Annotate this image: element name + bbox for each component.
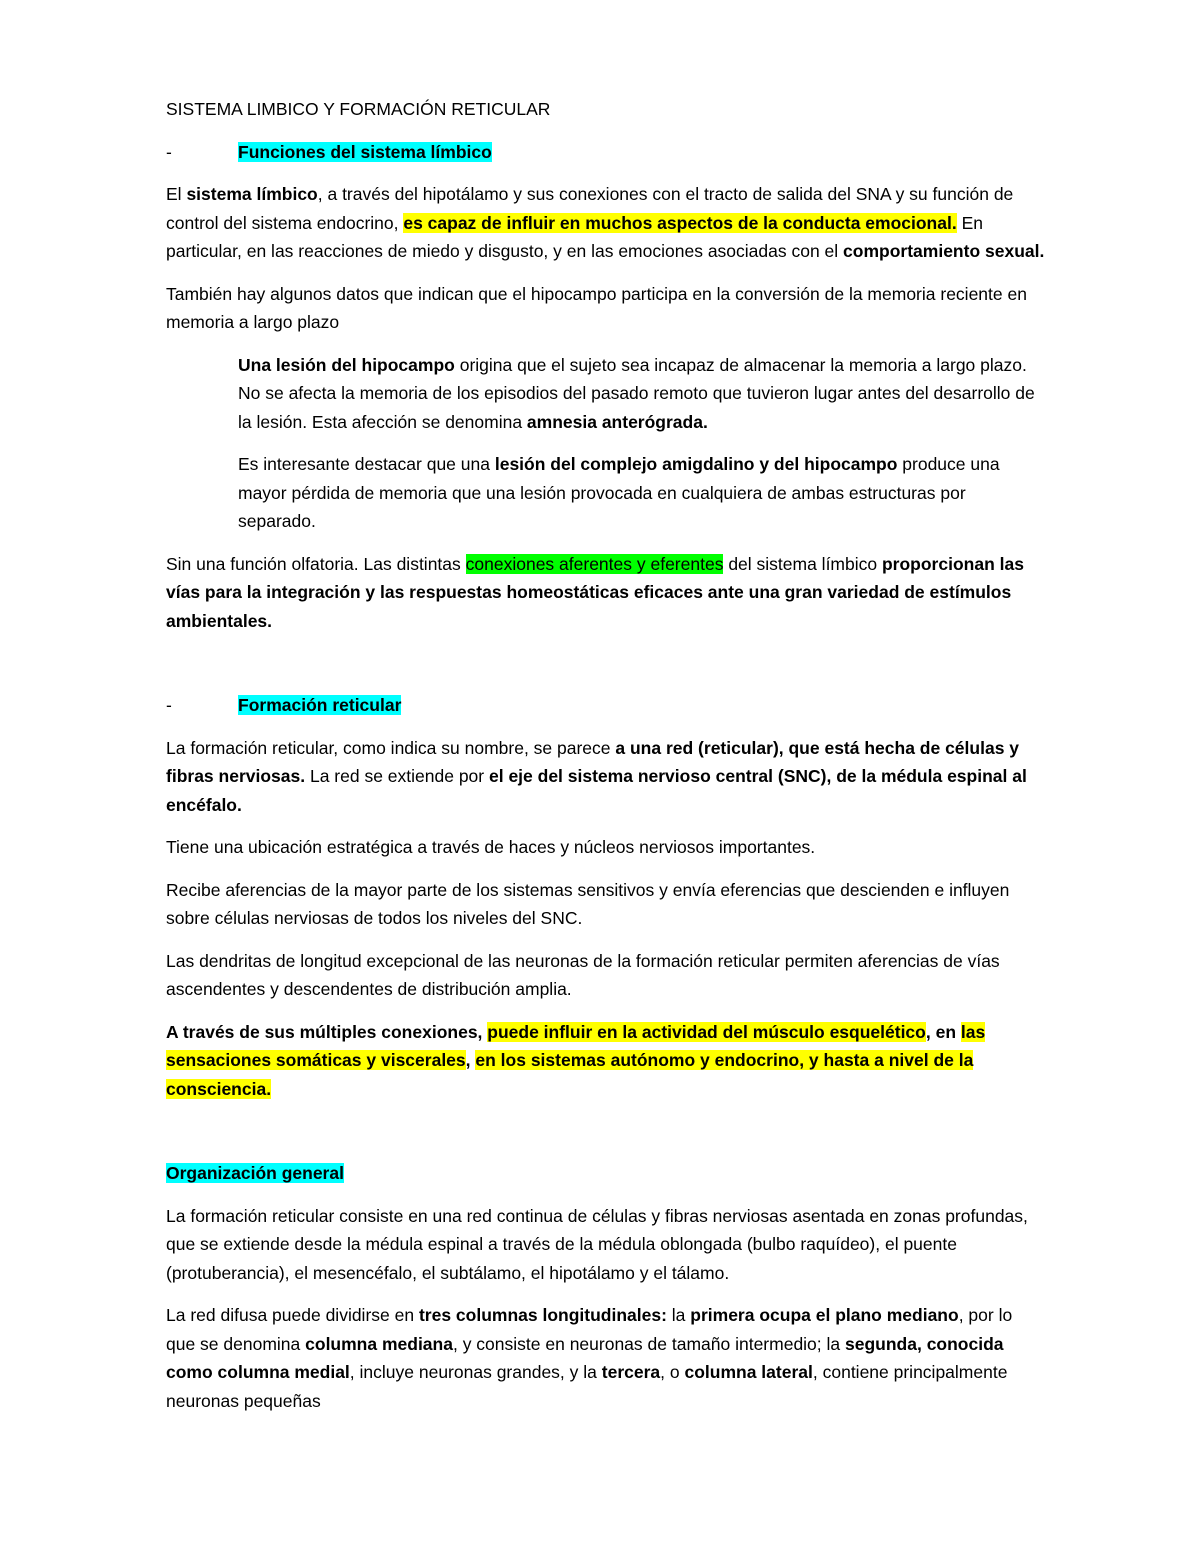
paragraph-reticular-intro — [166, 734, 1046, 820]
bold-run: lesión del complejo amigdalino y del hipocampo — [494, 454, 898, 474]
text-run: La formación reticular, como indica su nombre, se parece — [166, 737, 616, 758]
bold-run: segunda, conocida como columna medial — [166, 1333, 1004, 1382]
highlighted-run: puede influir en la actividad del músculo esquelético — [487, 1021, 926, 1042]
document-body — [166, 95, 1046, 1429]
highlighted-run: las sensaciones somáticas y viscerales — [166, 1021, 986, 1070]
section-heading-reticular — [166, 691, 1046, 720]
bold-run: columna lateral — [684, 1362, 813, 1382]
bold-run: sistema límbico — [186, 184, 318, 204]
paragraph-hippocampus: También hay algunos datos que indican que el hipocampo participa en la conversión de la memoria reciente en memoria a largo plazo — [166, 283, 1027, 332]
bold-run: , — [465, 1050, 476, 1070]
highlighted-run: en los sistemas autónomo y endocrino, y hasta a nivel de la consciencia. — [166, 1050, 974, 1099]
text-run: produce una mayor pérdida de memoria que una lesión provocada en cualquiera de ambas estructuras por separado. — [238, 454, 1000, 531]
paragraph-limbic-intro — [166, 180, 1046, 266]
paragraph-dendrites: Las dendritas de longitud excepcional de las neuronas de la formación reticular permiten aferencias de vías ascendentes y descendentes de distribución amplia. — [166, 950, 1000, 999]
text-run: La red difusa puede dividirse en — [166, 1305, 419, 1325]
text-run: la — [666, 1305, 691, 1325]
highlighted-run: es capaz de influir en muchos aspectos de la conducta emocional. — [403, 212, 957, 233]
bold-run: el eje del sistema nervioso central (SNC), de la médula espinal al encéfalo. — [166, 766, 1027, 815]
bold-run: primera ocupa el plano mediano — [690, 1305, 959, 1325]
heading-text: Formación reticular — [238, 695, 402, 715]
text-run: origina que el sujeto sea incapaz de almacenar la memoria a largo plazo. No se afecta la memoria de los episodios del pasado remoto que tuvieron lugar antes del desarrollo de la lesión. Esta afección se denomina — [238, 354, 1035, 432]
bold-run: tres columnas longitudinales: — [418, 1305, 667, 1325]
paragraph-hippocampus-lesion — [238, 351, 1046, 437]
text-run: La red se extiende por — [305, 766, 489, 786]
text-run: Es interesante destacar que una — [238, 454, 495, 474]
bold-run: amnesia anterógrada. — [526, 411, 708, 432]
spacer — [166, 1117, 1046, 1159]
text-run: Sin una función olfatoria. Las distintas — [166, 553, 466, 574]
paragraph-connections — [166, 1018, 1046, 1104]
list-dash: - — [166, 141, 172, 162]
bold-run: A través de sus múltiples conexiones, — [166, 1021, 488, 1042]
heading-text: Funciones del sistema límbico — [238, 141, 492, 162]
section-heading-organization — [166, 1159, 1046, 1188]
paragraph-amygdala-lesion — [238, 450, 1046, 536]
bold-run: tercera — [601, 1362, 661, 1382]
text-run: , a través del hipotálamo y sus conexiones con el tracto de salida del SNA y su función de control del sistema endocrino, — [166, 184, 1014, 233]
paragraph-olfactory — [166, 550, 1046, 636]
section-heading-limbic — [166, 138, 1046, 167]
list-dash: - — [166, 695, 172, 715]
text-run: , por lo que se denomina — [166, 1305, 1013, 1354]
bold-run: proporcionan las vías para la integración y las respuestas homeostáticas eficaces ante una gran variedad de estímulos ambientales. — [166, 553, 1024, 631]
paragraph-organization: La formación reticular consiste en una red continua de células y fibras nerviosas asentada en zonas profundas, que se extiende desde la médula espinal a través de la médula oblongada (bulbo raquídeo), el puente (protuberancia), el mesencéfalo, el subtálamo, el hipotálamo y el tálamo. — [166, 1205, 1028, 1283]
heading-text: Organización general — [166, 1163, 344, 1183]
paragraph-location: Tiene una ubicación estratégica a través de haces y núcleos nerviosos importantes. — [166, 837, 816, 857]
bold-run: a una red (reticular), que está hecha de células y fibras nerviosas. — [166, 737, 1020, 786]
document-title: SISTEMA LIMBICO Y FORMACIÓN RETICULAR — [166, 99, 551, 119]
text-run: El — [166, 184, 187, 204]
text-run: , o — [660, 1362, 685, 1382]
text-run: , contiene principalmente neuronas pequeñas — [166, 1362, 1008, 1411]
bold-run: columna mediana — [305, 1333, 453, 1354]
text-run: , incluye neuronas grandes, y la — [349, 1362, 602, 1382]
bold-run: , en — [925, 1021, 961, 1042]
highlighted-run: conexiones aferentes y eferentes — [465, 553, 724, 574]
text-run: En particular, en las reacciones de miedo y disgusto, y en las emociones asociadas con el — [166, 212, 983, 261]
spacer — [166, 649, 1046, 691]
paragraph-columns — [166, 1301, 1046, 1415]
bold-run: Una lesión del hipocampo — [238, 354, 455, 375]
bold-run: comportamiento sexual. — [843, 241, 1045, 261]
text-run: , y consiste en neuronas de tamaño intermedio; la — [452, 1333, 846, 1354]
paragraph-afferents: Recibe aferencias de la mayor parte de los sistemas sensitivos y envía eferencias que descienden e influyen sobre células nerviosas de todos los niveles del SNC. — [166, 879, 1010, 928]
text-run: del sistema límbico — [723, 553, 882, 574]
